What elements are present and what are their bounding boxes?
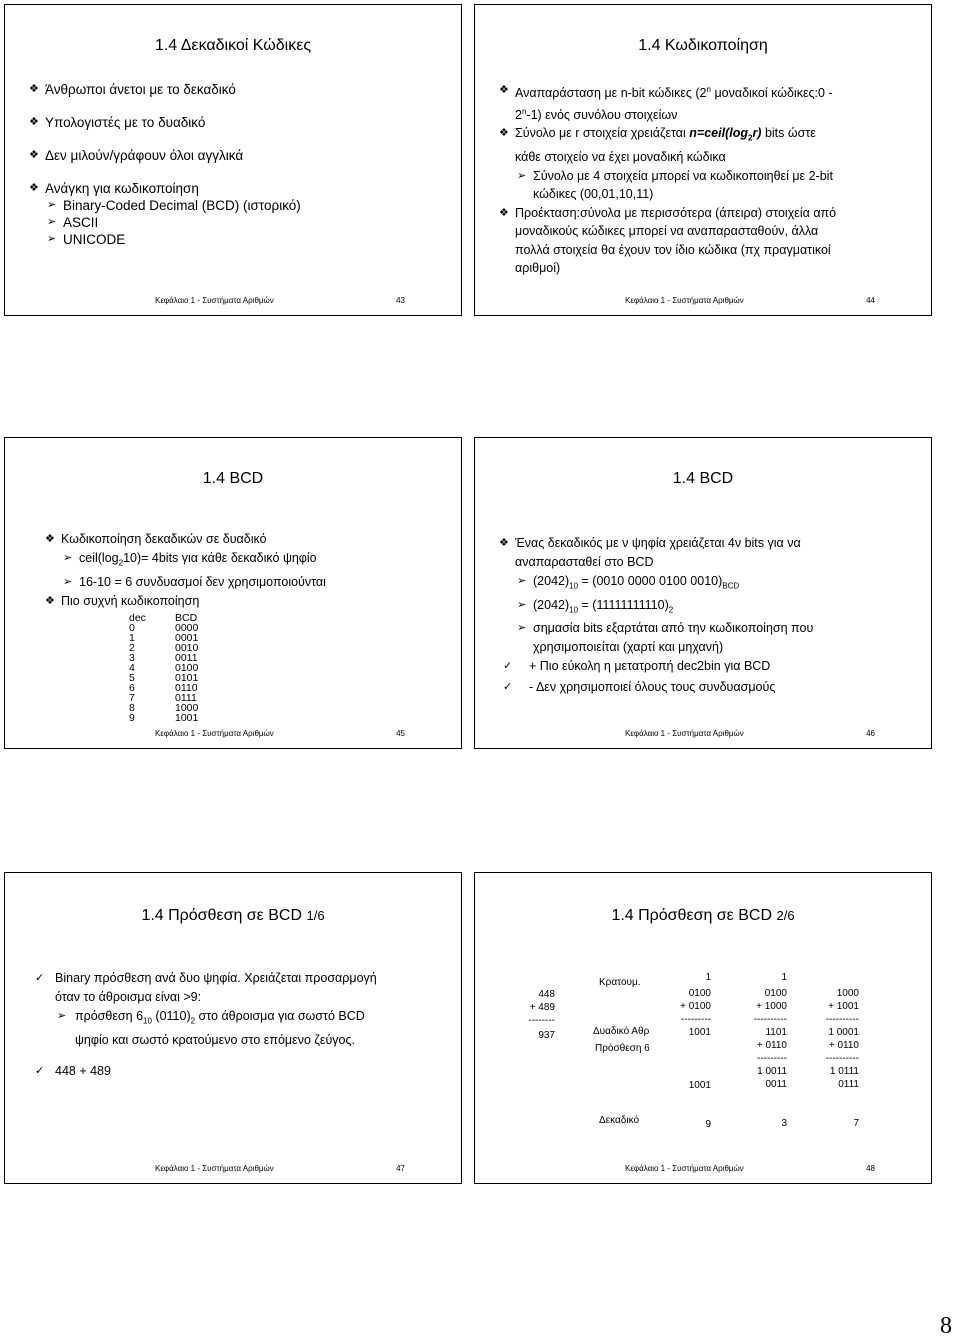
slide-47: 1.4 Πρόσθεση σε BCD 1/6 ✓ Binary πρόσθεση ανά δυο ψηφία. Χρειάζεται προσαρμογή όταν το άθροισμα είναι >9: ➢ πρόσθεση $6_{10}$ $(0110)_2$ στο άθροισμα για σωστό BCD ψηφίο και σωστό κρατούμενο στο επόμενο ζεύγος. ✓ 448 + 489 Κεφάλαιο 1 - Συστήματα Αριθμών 47 [4, 872, 462, 1184]
diamond-bullet-icon: ❖ [29, 116, 39, 128]
slide-footer: Κεφάλαιο 1 - Συστήματα Αριθμών [155, 729, 274, 738]
table-row: 4 0100 [129, 661, 199, 674]
slide-44: 1.4 Κωδικοποίηση ❖ Αναπαράσταση με n-bit κώδικες (2$^n$ μοναδικοί κώδικες:0 - 2$^n$-1) ενός συνόλου στοιχείων ❖ Σύνολο με r στοιχεία χρειάζεται $n=ceil(\log_2r)$ bits ώστε κάθε στοιχείο να έχει μοναδική κώδικα ➢ Σύνολο με 4 στοιχεία μπορεί να κωδικοποιηθεί με 2-bit κώδικες (00,01,10,11) ❖ Προέκταση:σύνολα με περισσότερα (άπειρα) στοιχεία από μοναδικούς κώδικες μπορεί να αναπαρασταθούν, άλλα πολλά στοιχεία θα έχουν τον ίδιο κώδικα (πχ πραγματικοί αριθμοί) Κεφάλαιο 1 - Συστήματα Αριθμών 44 [474, 4, 932, 316]
arrow-bullet-icon: ➢ [517, 622, 527, 634]
table-header: dec BCD [129, 611, 198, 624]
slide-number: 44 [866, 296, 875, 305]
diamond-bullet-icon: ❖ [29, 149, 39, 161]
slide-48: 1.4 Πρόσθεση σε BCD 2/6 448 + 489 -------- 937 Κρατουμ. Δυαδικό Αθρ Πρόσθεση 6 Δεκαδικό 1 0100 + 0100 --------- 1001 1001 9 1 0100 + 1000 ---------- 1101 + 0110 --------- 1 0011 0011 3 1000 + 1001 ---------- 1 0001 + 0110 ---------- 1 0111 0111 7 Κεφάλαιο 1 - Συστήματα Αριθμών 48 [474, 872, 932, 1184]
checkmark-icon: ✓ [503, 660, 513, 672]
slide-title: 1.4 BCD [202, 470, 264, 487]
diamond-bullet-icon: ❖ [29, 83, 39, 95]
diamond-bullet-icon: ❖ [45, 533, 55, 545]
diamond-bullet-icon: ❖ [499, 537, 509, 549]
checkmark-icon: ✓ [503, 681, 513, 693]
arrow-bullet-icon: ➢ [63, 552, 73, 564]
table-row: 0 0000 [129, 621, 199, 634]
digit-column-2: 1 0100 + 1000 ---------- 1101 + 0110 --------- 1 0011 0011 3 [753, 972, 787, 1129]
slide-title: 1.4 BCD [672, 470, 734, 487]
arrow-bullet-icon: ➢ [517, 169, 527, 182]
slide-number: 47 [396, 1164, 405, 1173]
slide-number: 48 [866, 1164, 875, 1173]
slide-title: 1.4 Δεκαδικοί Κώδικες [154, 37, 312, 54]
slide-number: 43 [396, 296, 405, 305]
table-row: 6 0110 [129, 681, 198, 694]
slide-footer: Κεφάλαιο 1 - Συστήματα Αριθμών [155, 1164, 274, 1173]
carry-label: Κρατουμ. [599, 977, 641, 988]
slide-footer: Κεφάλαιο 1 - Συστήματα Αριθμών [625, 296, 744, 305]
slide-footer: Κεφάλαιο 1 - Συστήματα Αριθμών [625, 729, 744, 738]
checkmark-icon: ✓ [35, 972, 45, 984]
table-row: 8 1000 [129, 701, 199, 714]
bcd-table [129, 613, 451, 723]
checkmark-icon: ✓ [35, 1064, 45, 1077]
decimal-label: Δεκαδικό [599, 1115, 640, 1126]
slide-43: 1.4 Δεκαδικοί Κώδικες ❖ Άνθρωποι άνετοι με το δεκαδικό ❖ Υπολογιστές με το δυαδικό ❖ Δεν μιλούν/γράφουν όλοι αγγλικά ❖ Ανάγκη για κωδικοποίηση ➢ Binary-Coded Decimal (BCD) (ιστορικό) ➢ ASCII ➢ UNICODE Κεφάλαιο 1 - Συστήματα Αριθμών 43 [4, 4, 462, 316]
table-row: 2 0010 [129, 641, 199, 654]
diamond-bullet-icon: ❖ [499, 127, 509, 140]
table-row: 5 0101 [129, 671, 199, 684]
binary-sum-label: Δυαδικό Αθρ [593, 1026, 650, 1037]
slide-45: 1.4 BCD ❖ Κωδικοποίηση δεκαδικών σε δυαδικό ➢ $ceil(\log_210)=$ 4bits για κάθε δεκαδικό ψηφίο ➢ 16-10 = 6 συνδυασμοί δεν χρησιμοποιούνται ❖ Πιο συχνή κωδικοποίηση dec BCD 0 0000 1 0001 2 0010 3 0011 4 0100 5 0101 6 0110 7 0111 8 1000 9 1001 Κεφάλαιο 1 - Συστήματα Αριθμών 45 [4, 437, 462, 749]
arrow-bullet-icon: ➢ [57, 1010, 67, 1022]
digit-column-1: 1 0100 + 0100 --------- 1001 1001 9 [680, 972, 711, 1130]
arrow-bullet-icon: ➢ [517, 575, 527, 587]
slide-number: 45 [396, 729, 405, 738]
slide-title: 1.4 Κωδικοποίηση [638, 37, 768, 54]
diamond-bullet-icon: ❖ [499, 84, 509, 96]
slide-footer: Κεφάλαιο 1 - Συστήματα Αριθμών [155, 296, 274, 305]
diamond-bullet-icon: ❖ [499, 206, 509, 219]
table-row: 7 0111 [129, 691, 197, 704]
page-number: 8 [940, 1313, 952, 1339]
table-row: 1 0001 [129, 631, 199, 644]
slide-title: 1.4 Πρόσθεση σε BCD 2/6 [611, 907, 795, 924]
add-six-label: Πρόσθεση 6 [595, 1043, 650, 1054]
slide-number: 46 [866, 729, 875, 738]
arrow-bullet-icon: ➢ [517, 598, 527, 611]
diamond-bullet-icon: ❖ [29, 182, 39, 194]
arrow-bullet-icon: ➢ [47, 199, 57, 211]
digit-column-3: 1000 + 1001 ---------- 1 0001 + 0110 ---------- 1 0111 0111 7 [825, 988, 859, 1129]
arrow-bullet-icon: ➢ [63, 575, 73, 588]
table-row: 9 1001 [129, 711, 199, 724]
slide-title: 1.4 Πρόσθεση σε BCD 1/6 [141, 907, 325, 924]
arrow-bullet-icon: ➢ [47, 216, 57, 228]
slide-footer: Κεφάλαιο 1 - Συστήματα Αριθμών [625, 1164, 744, 1173]
slide-46: 1.4 BCD ❖ Ένας δεκαδικός με ν ψηφία χρειάζεται 4ν bits για να αναπαρασταθεί στο BCD ➢ $(2042)_{10} = (0010$ 0000 0100 $0010)_{BCD}$ ➢ $(2042)_{10} = (11111111110)_2$ ➢ σημασία bits εξαρτάται από την κωδικοποίηση που χρησιμοποιείται (χαρτί και μηχανή) ✓ + Πιο εύκολη η μετατροπή dec2bin για BCD ✓ - Δεν χρησιμοποιεί όλους τους συνδυασμούς Κεφάλαιο 1 - Συστήματα Αριθμών 46 [474, 437, 932, 749]
table-row: 3 0011 [129, 651, 198, 664]
arrow-bullet-icon: ➢ [47, 233, 57, 245]
diamond-bullet-icon: ❖ [45, 594, 55, 607]
